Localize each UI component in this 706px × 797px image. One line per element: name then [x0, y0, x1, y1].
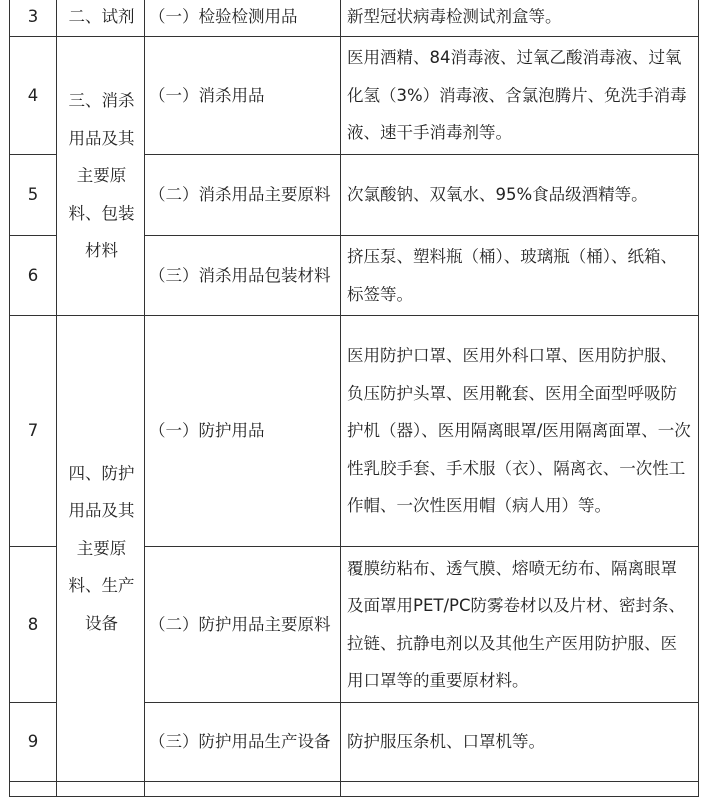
empty-cell	[10, 782, 57, 797]
category-cell	[57, 0, 145, 37]
row-number: 9	[10, 703, 57, 782]
description-cell: 挤压泵、塑料瓶（桶）、玻璃瓶（桶）、纸箱、标签等。	[341, 236, 699, 316]
row-number: 8	[10, 547, 57, 703]
row-number: 4	[10, 37, 57, 155]
empty-cell	[145, 782, 341, 797]
description-cell: 覆膜纺粘布、透气膜、熔喷无纺布、隔离眼罩及面罩用PET/PC防雾卷材以及片材、密封条、拉链、抗静电剂以及其他生产医用防护服、医用口罩等的重要原材料。	[341, 547, 699, 703]
subcategory-cell: （二）消杀用品主要原料	[145, 155, 341, 236]
description-cell: 次氯酸钠、双氧水、95%食品级酒精等。	[341, 155, 699, 236]
category-label: 四、防护用品及其主要原料、生产设备	[68, 463, 135, 633]
description-cell: 医用酒精、84消毒液、过氧乙酸消毒液、过氧化氢（3%）消毒液、含氯泡腾片、免洗手消毒液、速干手消毒剂等。	[341, 37, 699, 155]
row-number: 7	[10, 316, 57, 547]
table-row	[10, 37, 699, 155]
empty-cell	[341, 782, 699, 797]
description-cell: 医用防护口罩、医用外科口罩、医用防护服、负压防护头罩、医用靴套、医用全面型呼吸防护机（器）、医用隔离眼罩/医用隔离面罩、一次性乳胶手套、手术服（衣）、隔离衣、一次性工作帽、一次性医用帽（病人用）等。	[341, 316, 699, 547]
category-label: 二、试剂	[68, 7, 135, 27]
document-table	[9, 0, 699, 797]
description-cell: 防护服压条机、口罩机等。	[341, 703, 699, 782]
subcategory-cell: （三）消杀用品包装材料	[145, 236, 341, 316]
subcategory-cell: （二）防护用品主要原料	[145, 547, 341, 703]
subcategory-cell: （一）防护用品	[145, 316, 341, 547]
subcategory-cell: （三）防护用品生产设备	[145, 703, 341, 782]
subcategory-cell: （一）检验检测用品	[145, 0, 341, 37]
row-number: 5	[10, 155, 57, 236]
subcategory-cell: （一）消杀用品	[145, 37, 341, 155]
empty-cell	[57, 782, 145, 797]
table-row	[10, 316, 699, 547]
table-row	[10, 0, 699, 37]
description-cell: 新型冠状病毒检测试剂盒等。	[341, 0, 699, 37]
category-cell	[57, 316, 145, 782]
table-row	[10, 782, 699, 797]
row-number: 6	[10, 236, 57, 316]
category-cell	[57, 37, 145, 316]
category-label: 三、消杀用品及其主要原料、包装材料	[68, 91, 135, 261]
row-number: 3	[10, 0, 57, 37]
